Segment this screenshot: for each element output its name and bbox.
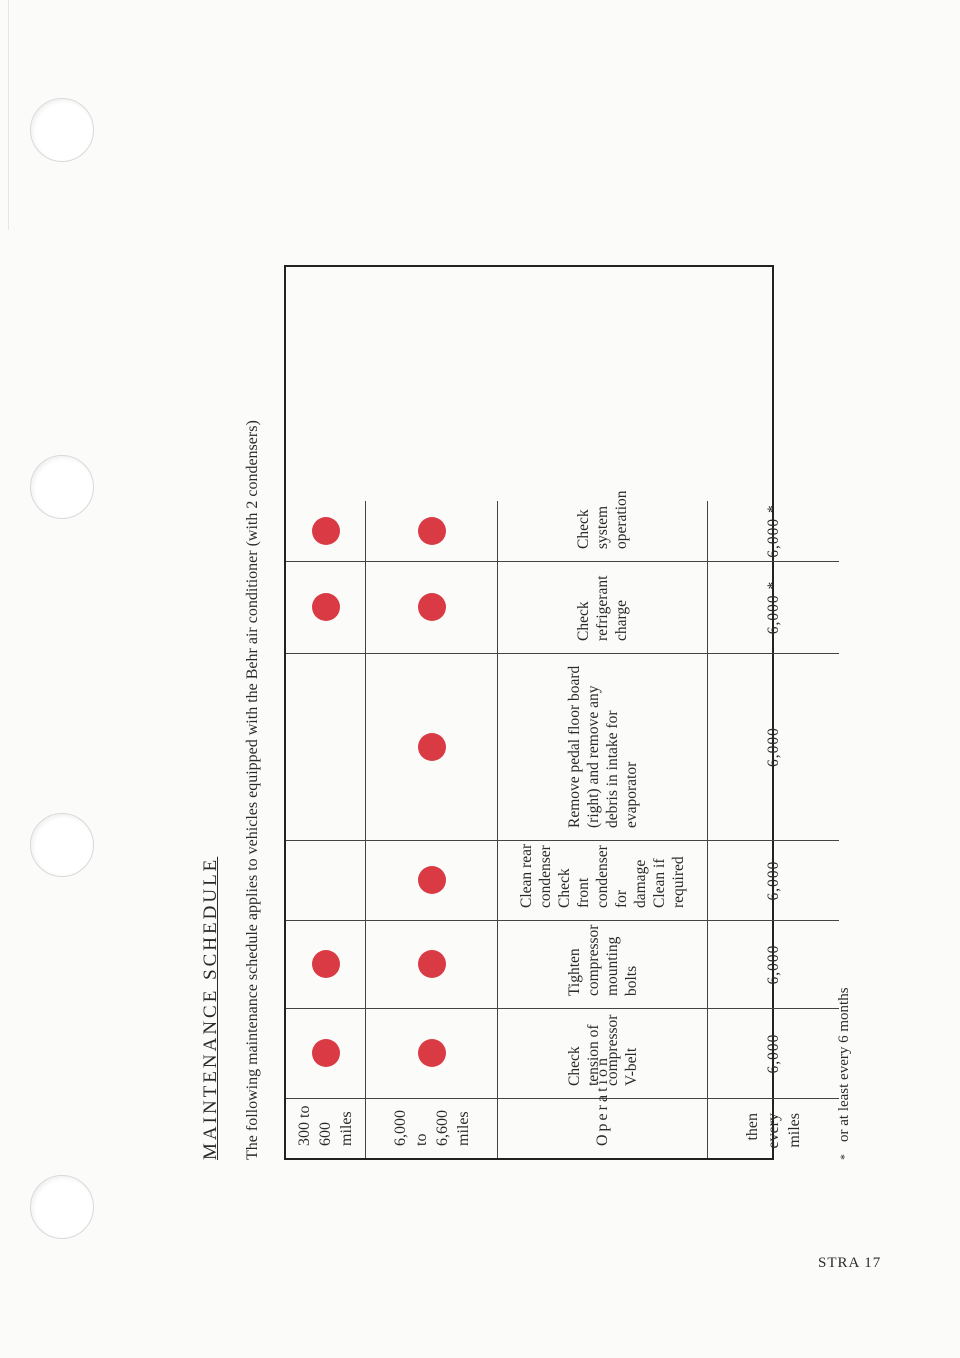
intro-text: The following maintenance schedule applies to vehicles equipped with the Behr air conditioner (with 2 condensers) — [244, 420, 261, 1160]
cell-first-r4 — [286, 653, 366, 840]
cell-second-r4 — [366, 653, 498, 840]
cell-second-r5 — [366, 561, 498, 653]
interval-cell-r1: 6,000 — [708, 1008, 839, 1098]
punch-hole-1 — [30, 98, 94, 162]
op-cell-r5: Check refrigerant charge — [498, 561, 708, 653]
cell-first-r3 — [286, 840, 366, 920]
punch-hole-3 — [30, 813, 94, 877]
check-mark-dot — [418, 517, 446, 545]
check-mark-dot — [312, 517, 340, 545]
check-mark-dot — [418, 951, 446, 979]
cell-first-r6 — [286, 501, 366, 561]
op-cell-r2: Tighten compressor mounting bolts — [498, 920, 708, 1008]
interval-cell-r3: 6,000 — [708, 840, 839, 920]
op-cell-r1: Check tension of compressor V-belt — [498, 1008, 708, 1098]
page-edge-line — [8, 0, 9, 230]
page-reference: STRA 17 — [818, 1255, 882, 1271]
page-title: MAINTENANCE SCHEDULE — [200, 856, 221, 1160]
punch-hole-4 — [30, 1175, 94, 1239]
interval-cell-r5: 6,000 * — [708, 561, 839, 653]
punch-hole-2 — [30, 455, 94, 519]
cell-second-r2 — [366, 920, 498, 1008]
rotated-page-content — [160, 20, 920, 1160]
interval-cell-r4: 6,000 — [708, 653, 839, 840]
op-cell-r6: Check system operation — [498, 501, 708, 561]
header-operation: Operation — [498, 1098, 708, 1158]
check-mark-dot — [418, 733, 446, 761]
maintenance-table — [284, 265, 803, 1160]
cell-second-r1 — [366, 1008, 498, 1098]
check-mark-dot — [418, 1040, 446, 1068]
cell-first-r5 — [286, 561, 366, 653]
cell-first-r2 — [286, 920, 366, 1008]
op-cell-r4: Remove pedal floor board (right) and remove any debris in intake for evaporator — [498, 653, 708, 840]
op-cell-r3: Clean rear condenser Check front condenser for damage Clean if required — [498, 840, 708, 920]
header-then-every: then every miles — [708, 1098, 839, 1158]
check-mark-dot — [312, 594, 340, 622]
check-mark-dot — [312, 1040, 340, 1068]
check-mark-dot — [418, 867, 446, 895]
interval-cell-r2: 6,000 — [708, 920, 839, 1008]
cell-second-r6 — [366, 501, 498, 561]
interval-cell-r6: 6,000 * — [764, 504, 782, 558]
header-first-interval: 300 to 600 miles — [286, 1098, 366, 1158]
cell-second-r3 — [366, 840, 498, 920]
header-second-interval: 6,000 to 6,600 miles — [366, 1098, 498, 1158]
check-mark-dot — [312, 951, 340, 979]
footnote-text: or at least every 6 months — [836, 987, 852, 1142]
footnote — [836, 987, 853, 1160]
check-mark-dot — [418, 594, 446, 622]
cell-first-r1 — [286, 1008, 366, 1098]
footnote-mark: * — [837, 1154, 851, 1160]
